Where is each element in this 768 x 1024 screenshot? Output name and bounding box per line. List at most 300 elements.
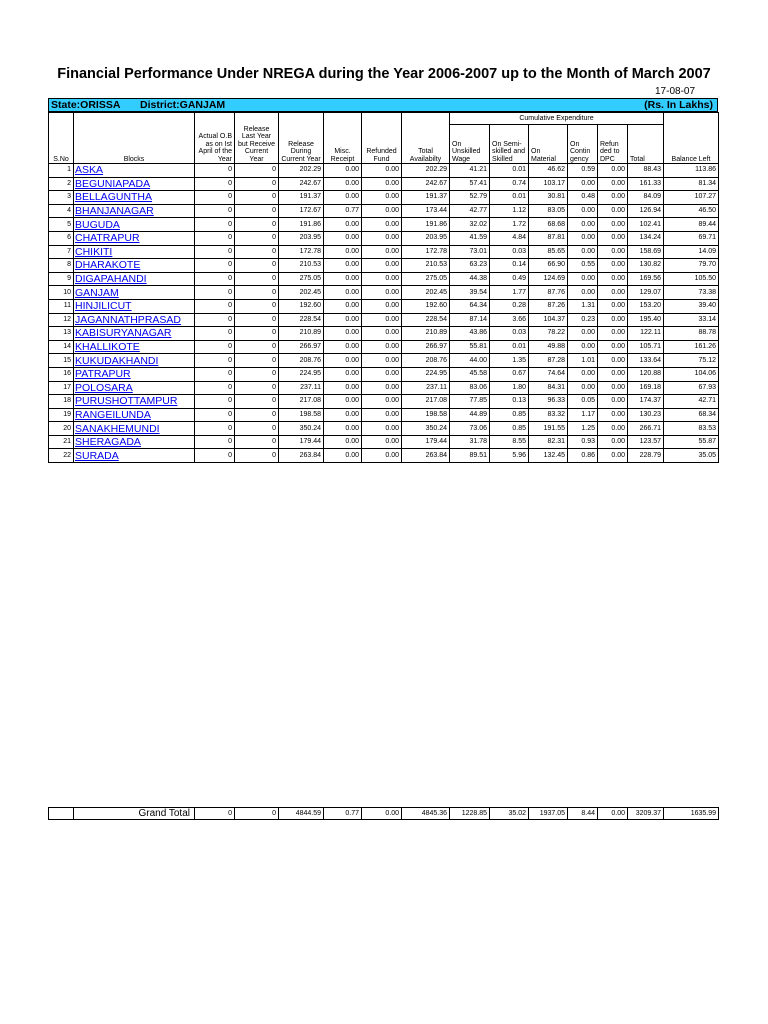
- state-district-bar: [48, 98, 718, 112]
- table-cell: 96.33: [529, 395, 568, 409]
- block-name-cell: [74, 449, 195, 463]
- table-cell: 224.95: [402, 367, 450, 381]
- table-cell: 0.00: [362, 367, 402, 381]
- table-cell: 192.60: [279, 299, 324, 313]
- table-cell: 172.78: [279, 245, 324, 259]
- table-cell: 0.00: [324, 218, 362, 232]
- table-cell: 122.11: [628, 327, 664, 341]
- table-cell: 87.81: [529, 231, 568, 245]
- table-cell: 161.33: [628, 177, 664, 191]
- table-cell: 0.00: [362, 231, 402, 245]
- table-cell: 88.43: [628, 164, 664, 178]
- table-cell: 0.00: [598, 313, 628, 327]
- block-name-cell: [74, 245, 195, 259]
- table-cell: 0: [235, 395, 279, 409]
- table-cell: 0: [235, 177, 279, 191]
- table-cell: 32.02: [450, 218, 490, 232]
- table-cell: 0: [195, 367, 235, 381]
- table-cell: 52.79: [450, 191, 490, 205]
- table-cell: 0.00: [324, 435, 362, 449]
- block-link[interactable]: KHALLIKOTE: [75, 341, 140, 354]
- table-cell: 0: [235, 259, 279, 273]
- table-cell: 68.34: [664, 408, 719, 422]
- table-cell: 89.44: [664, 218, 719, 232]
- table-cell: 0: [235, 340, 279, 354]
- block-name-cell: [74, 299, 195, 313]
- table-cell: 84.31: [529, 381, 568, 395]
- table-cell: 0.00: [324, 395, 362, 409]
- grand-total-table: [48, 807, 719, 820]
- table-cell: 123.57: [628, 435, 664, 449]
- table-cell: 0.00: [598, 340, 628, 354]
- financial-performance-table: [48, 112, 719, 463]
- table-cell: 0.00: [362, 164, 402, 178]
- table-cell: 0.00: [568, 245, 598, 259]
- table-cell: 0: [195, 164, 235, 178]
- table-cell: 172.78: [402, 245, 450, 259]
- table-cell: 132.45: [529, 449, 568, 463]
- table-cell: 0.00: [362, 354, 402, 368]
- table-cell: 0: [195, 449, 235, 463]
- block-name-cell: [74, 313, 195, 327]
- table-cell: 0.00: [362, 408, 402, 422]
- block-name-cell: [74, 354, 195, 368]
- table-row: [49, 422, 719, 436]
- table-cell: 266.71: [628, 422, 664, 436]
- table-cell: 0: [235, 299, 279, 313]
- table-cell: 30.81: [529, 191, 568, 205]
- table-cell: 0.00: [568, 231, 598, 245]
- table-cell: 0.00: [324, 408, 362, 422]
- col-header-blocks: Blocks: [74, 113, 195, 164]
- col-header-balance-left: Balance Left: [664, 113, 719, 164]
- table-cell: 83.53: [664, 422, 719, 436]
- table-body: [49, 164, 719, 463]
- block-link[interactable]: ASKA: [75, 164, 104, 177]
- table-cell: 83.32: [529, 408, 568, 422]
- table-cell: 0.00: [598, 327, 628, 341]
- table-cell: 191.86: [279, 218, 324, 232]
- serial-number-cell: 18: [49, 395, 74, 409]
- table-cell: 44.89: [450, 408, 490, 422]
- table-cell: 350.24: [279, 422, 324, 436]
- block-link[interactable]: GANJAM: [75, 286, 119, 299]
- block-link[interactable]: BHANJANAGAR: [75, 205, 154, 218]
- table-cell: 0.00: [598, 191, 628, 205]
- grand-total-value: 0.00: [598, 808, 628, 820]
- table-cell: 0: [235, 327, 279, 341]
- table-cell: 0.00: [598, 218, 628, 232]
- table-cell: 0.13: [490, 395, 529, 409]
- serial-number-cell: 19: [49, 408, 74, 422]
- table-cell: 104.06: [664, 367, 719, 381]
- grand-total-empty-cell: [49, 808, 74, 820]
- table-cell: 275.05: [402, 272, 450, 286]
- table-cell: 0.00: [324, 259, 362, 273]
- table-cell: 78.22: [529, 327, 568, 341]
- table-row: [49, 327, 719, 341]
- grand-total-label: Grand Total: [74, 808, 195, 820]
- block-name-cell: [74, 340, 195, 354]
- table-cell: 0.01: [490, 164, 529, 178]
- col-header-sno: S.No: [49, 113, 74, 164]
- block-name-cell: [74, 204, 195, 218]
- table-cell: 179.44: [279, 435, 324, 449]
- table-cell: 73.38: [664, 286, 719, 300]
- table-cell: 266.97: [402, 340, 450, 354]
- table-cell: 77.85: [450, 395, 490, 409]
- col-header-refunded-dpc: Refun ded to DPC: [598, 125, 628, 164]
- table-cell: 0: [235, 245, 279, 259]
- table-cell: 1.25: [568, 422, 598, 436]
- serial-number-cell: 8: [49, 259, 74, 273]
- table-cell: 0.00: [598, 259, 628, 273]
- table-cell: 0.93: [568, 435, 598, 449]
- grand-total-value: 0: [235, 808, 279, 820]
- table-cell: 82.31: [529, 435, 568, 449]
- table-cell: 237.11: [402, 381, 450, 395]
- table-cell: 228.79: [628, 449, 664, 463]
- col-header-release-last-year: Release Last Year but Receive Current Year: [235, 113, 279, 164]
- table-cell: 104.37: [529, 313, 568, 327]
- table-cell: 0: [235, 272, 279, 286]
- table-cell: 275.05: [279, 272, 324, 286]
- table-cell: 0.00: [324, 381, 362, 395]
- table-cell: 49.88: [529, 340, 568, 354]
- serial-number-cell: 16: [49, 367, 74, 381]
- table-cell: 0.28: [490, 299, 529, 313]
- table-cell: 87.26: [529, 299, 568, 313]
- grand-total-value: 1635.99: [664, 808, 719, 820]
- table-cell: 0.00: [568, 327, 598, 341]
- table-cell: 0.00: [362, 381, 402, 395]
- table-cell: 42.77: [450, 204, 490, 218]
- table-cell: 0.00: [568, 204, 598, 218]
- block-link[interactable]: BELLAGUNTHA: [75, 191, 153, 204]
- table-cell: 191.37: [279, 191, 324, 205]
- block-name-cell: [74, 408, 195, 422]
- block-name-cell: [74, 259, 195, 273]
- table-cell: 237.11: [279, 381, 324, 395]
- table-cell: 0.00: [598, 408, 628, 422]
- serial-number-cell: 10: [49, 286, 74, 300]
- table-cell: 0.00: [598, 422, 628, 436]
- table-row: [49, 286, 719, 300]
- table-cell: 102.41: [628, 218, 664, 232]
- table-cell: 0: [195, 327, 235, 341]
- table-cell: 46.50: [664, 204, 719, 218]
- table-cell: 0.85: [490, 408, 529, 422]
- table-cell: 14.09: [664, 245, 719, 259]
- table-row: [49, 218, 719, 232]
- table-cell: 242.67: [402, 177, 450, 191]
- table-cell: 0.00: [324, 449, 362, 463]
- table-cell: 35.05: [664, 449, 719, 463]
- table-cell: 0.00: [362, 422, 402, 436]
- page-title: Financial Performance Under NREGA during the Year 2006-2007 up to the Month of March 2007: [57, 66, 711, 82]
- table-cell: 0.00: [598, 177, 628, 191]
- table-cell: 3.66: [490, 313, 529, 327]
- table-cell: 84.09: [628, 191, 664, 205]
- table-row: [49, 408, 719, 422]
- col-header-refunded-fund: Refunded Fund: [362, 113, 402, 164]
- table-cell: 0.00: [324, 191, 362, 205]
- table-cell: 224.95: [279, 367, 324, 381]
- table-cell: 195.40: [628, 313, 664, 327]
- block-link[interactable]: BEGUNIAPADA: [75, 177, 151, 190]
- table-cell: 202.29: [402, 164, 450, 178]
- table-cell: 169.56: [628, 272, 664, 286]
- table-cell: 0: [235, 204, 279, 218]
- table-cell: 0.00: [362, 245, 402, 259]
- table-cell: 0: [195, 422, 235, 436]
- serial-number-cell: 1: [49, 164, 74, 178]
- block-name-cell: [74, 272, 195, 286]
- table-cell: 0.49: [490, 272, 529, 286]
- table-cell: 1.80: [490, 381, 529, 395]
- table-cell: 198.58: [402, 408, 450, 422]
- block-name-cell: [74, 422, 195, 436]
- table-cell: 0.00: [362, 259, 402, 273]
- table-cell: 210.89: [402, 327, 450, 341]
- table-cell: 43.86: [450, 327, 490, 341]
- table-cell: 103.17: [529, 177, 568, 191]
- table-cell: 0.00: [324, 299, 362, 313]
- table-cell: 0: [195, 354, 235, 368]
- serial-number-cell: 13: [49, 327, 74, 341]
- table-cell: 87.28: [529, 354, 568, 368]
- table-cell: 0: [235, 449, 279, 463]
- table-cell: 0: [235, 313, 279, 327]
- table-cell: 0.00: [598, 299, 628, 313]
- table-cell: 158.69: [628, 245, 664, 259]
- serial-number-cell: 5: [49, 218, 74, 232]
- block-link[interactable]: JAGANNATHPRASAD: [75, 313, 181, 326]
- table-cell: 203.95: [279, 231, 324, 245]
- table-row: [49, 299, 719, 313]
- table-cell: 87.14: [450, 313, 490, 327]
- table-cell: 0.00: [598, 245, 628, 259]
- table-cell: 0.59: [568, 164, 598, 178]
- block-link[interactable]: PURUSHOTTAMPUR: [75, 395, 178, 408]
- table-row: [49, 340, 719, 354]
- table-cell: 203.95: [402, 231, 450, 245]
- table-cell: 0: [195, 408, 235, 422]
- serial-number-cell: 2: [49, 177, 74, 191]
- table-cell: 174.37: [628, 395, 664, 409]
- table-row: [49, 449, 719, 463]
- table-cell: 228.54: [402, 313, 450, 327]
- table-cell: 0.00: [324, 313, 362, 327]
- table-cell: 202.45: [402, 286, 450, 300]
- col-header-total-availability: Total Availabilty: [402, 113, 450, 164]
- table-cell: 350.24: [402, 422, 450, 436]
- block-link[interactable]: BUGUDA: [75, 218, 120, 231]
- block-link[interactable]: CHIKITI: [75, 245, 113, 258]
- table-row: [49, 245, 719, 259]
- block-link[interactable]: SURADA: [75, 449, 119, 462]
- table-cell: 55.87: [664, 435, 719, 449]
- block-link[interactable]: RANGEILUNDA: [75, 408, 151, 421]
- table-cell: 85.65: [529, 245, 568, 259]
- table-cell: 0: [195, 204, 235, 218]
- table-cell: 0.67: [490, 367, 529, 381]
- table-cell: 0: [195, 218, 235, 232]
- table-cell: 192.60: [402, 299, 450, 313]
- table-cell: 0: [195, 259, 235, 273]
- block-link[interactable]: HINJILICUT: [75, 300, 132, 313]
- table-cell: 173.44: [402, 204, 450, 218]
- table-cell: 44.38: [450, 272, 490, 286]
- table-cell: 263.84: [402, 449, 450, 463]
- table-cell: 153.20: [628, 299, 664, 313]
- table-cell: 0.00: [324, 422, 362, 436]
- col-header-expenditure-total: Total: [628, 125, 664, 164]
- table-cell: 120.88: [628, 367, 664, 381]
- table-cell: 0.00: [598, 449, 628, 463]
- table-cell: 0: [235, 381, 279, 395]
- table-cell: 107.27: [664, 191, 719, 205]
- col-group-cumulative-expenditure: Cumulative Expenditure: [450, 113, 664, 125]
- table-cell: 63.23: [450, 259, 490, 273]
- block-link[interactable]: KUKUDAKHANDI: [75, 354, 159, 367]
- grand-total-value: 3209.37: [628, 808, 664, 820]
- serial-number-cell: 6: [49, 231, 74, 245]
- table-row: [49, 204, 719, 218]
- table-cell: 0: [195, 313, 235, 327]
- table-cell: 0.00: [598, 435, 628, 449]
- table-cell: 1.12: [490, 204, 529, 218]
- table-cell: 81.34: [664, 177, 719, 191]
- serial-number-cell: 15: [49, 354, 74, 368]
- table-cell: 64.34: [450, 299, 490, 313]
- table-row: [49, 367, 719, 381]
- table-cell: 210.53: [279, 259, 324, 273]
- table-cell: 89.51: [450, 449, 490, 463]
- table-cell: 0: [235, 231, 279, 245]
- serial-number-cell: 9: [49, 272, 74, 286]
- table-cell: 1.01: [568, 354, 598, 368]
- table-cell: 0.00: [324, 272, 362, 286]
- table-cell: 88.78: [664, 327, 719, 341]
- table-cell: 0: [195, 395, 235, 409]
- table-row: [49, 259, 719, 273]
- block-link[interactable]: SANAKHEMUNDI: [75, 422, 160, 435]
- table-row: [49, 354, 719, 368]
- table-cell: 0.23: [568, 313, 598, 327]
- block-link[interactable]: POLOSARA: [75, 381, 133, 394]
- table-cell: 0: [195, 191, 235, 205]
- grand-total-value: 1228.85: [450, 808, 490, 820]
- serial-number-cell: 14: [49, 340, 74, 354]
- col-header-contingency: On Contin gency: [568, 125, 598, 164]
- serial-number-cell: 3: [49, 191, 74, 205]
- table-cell: 0: [195, 177, 235, 191]
- grand-total-value: 35.02: [490, 808, 529, 820]
- table-cell: 0: [235, 408, 279, 422]
- table-cell: 0.00: [362, 340, 402, 354]
- serial-number-cell: 17: [49, 381, 74, 395]
- table-cell: 0: [235, 218, 279, 232]
- table-row: [49, 272, 719, 286]
- grand-total-value: 1937.05: [529, 808, 568, 820]
- block-name-cell: [74, 177, 195, 191]
- block-name-cell: [74, 435, 195, 449]
- table-cell: 73.01: [450, 245, 490, 259]
- table-cell: 0: [235, 367, 279, 381]
- table-cell: 0.00: [324, 354, 362, 368]
- table-cell: 0: [195, 381, 235, 395]
- block-name-cell: [74, 286, 195, 300]
- col-header-release-current-year: Release During Current Year: [279, 113, 324, 164]
- table-cell: 0.00: [568, 218, 598, 232]
- serial-number-cell: 20: [49, 422, 74, 436]
- table-cell: 46.62: [529, 164, 568, 178]
- grand-total-value: 0: [195, 808, 235, 820]
- table-cell: 0.00: [324, 231, 362, 245]
- table-cell: 217.08: [402, 395, 450, 409]
- table-cell: 0.00: [568, 177, 598, 191]
- table-cell: 39.54: [450, 286, 490, 300]
- table-cell: 66.90: [529, 259, 568, 273]
- block-link[interactable]: DHARAKOTE: [75, 259, 141, 272]
- table-cell: 0.03: [490, 327, 529, 341]
- table-cell: 69.71: [664, 231, 719, 245]
- block-name-cell: [74, 381, 195, 395]
- table-cell: 0: [195, 272, 235, 286]
- grand-total-value: 8.44: [568, 808, 598, 820]
- table-cell: 0.00: [598, 272, 628, 286]
- table-cell: 172.67: [279, 204, 324, 218]
- table-cell: 0.00: [362, 218, 402, 232]
- block-name-cell: [74, 191, 195, 205]
- block-link[interactable]: PATRAPUR: [75, 368, 131, 381]
- table-cell: 0: [235, 191, 279, 205]
- table-cell: 0.00: [598, 231, 628, 245]
- unit-label: (Rs. In Lakhs): [644, 99, 713, 111]
- table-cell: 210.89: [279, 327, 324, 341]
- block-link[interactable]: SHERAGADA: [75, 436, 141, 449]
- table-cell: 0.00: [598, 381, 628, 395]
- table-cell: 0.00: [362, 204, 402, 218]
- table-cell: 79.70: [664, 259, 719, 273]
- col-header-misc-receipt: Misc. Receipt: [324, 113, 362, 164]
- table-cell: 0.14: [490, 259, 529, 273]
- table-cell: 0.00: [324, 327, 362, 341]
- block-link[interactable]: CHATRAPUR: [75, 232, 140, 245]
- table-cell: 0: [235, 435, 279, 449]
- table-cell: 0.00: [362, 191, 402, 205]
- table-cell: 0: [195, 435, 235, 449]
- block-name-cell: [74, 231, 195, 245]
- table-cell: 0: [195, 286, 235, 300]
- table-cell: 87.76: [529, 286, 568, 300]
- table-row: [49, 313, 719, 327]
- table-cell: 217.08: [279, 395, 324, 409]
- table-cell: 0.55: [568, 259, 598, 273]
- table-cell: 202.45: [279, 286, 324, 300]
- table-cell: 1.72: [490, 218, 529, 232]
- serial-number-cell: 21: [49, 435, 74, 449]
- table-cell: 45.58: [450, 367, 490, 381]
- block-link[interactable]: KABISURYANAGAR: [75, 327, 172, 340]
- table-cell: 73.06: [450, 422, 490, 436]
- table-cell: 0.00: [598, 164, 628, 178]
- table-cell: 1.17: [568, 408, 598, 422]
- table-cell: 0.00: [324, 367, 362, 381]
- table-cell: 4.84: [490, 231, 529, 245]
- block-link[interactable]: DIGAPAHANDI: [75, 273, 147, 286]
